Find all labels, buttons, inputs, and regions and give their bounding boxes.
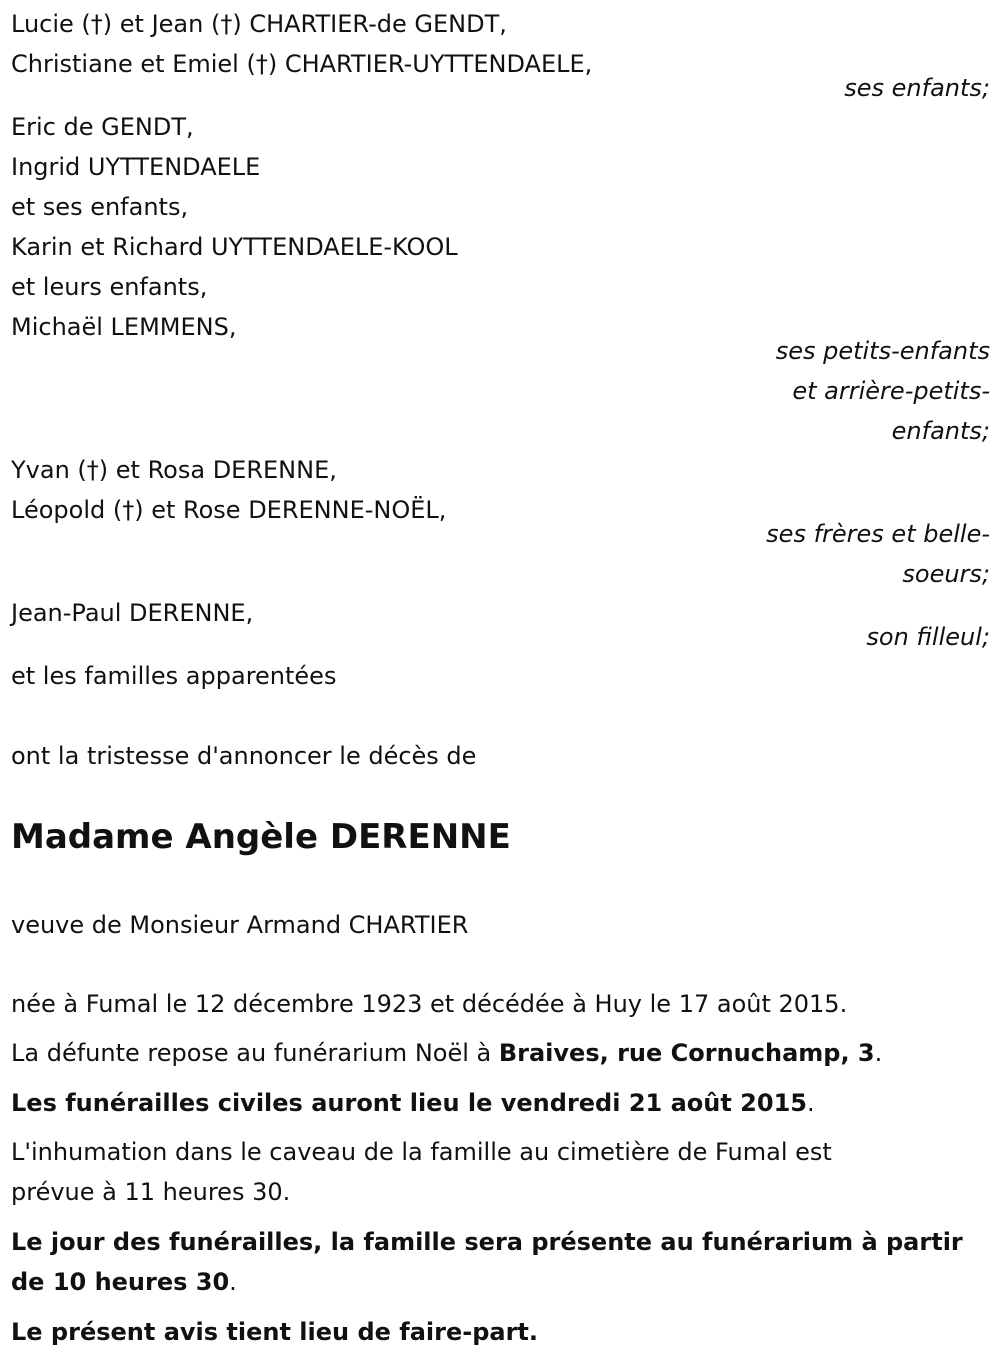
child-line-1: Lucie (†) et Jean (†) CHARTIER-de GENDT, (11, 10, 507, 38)
birth-death-line: née à Fumal le 12 décembre 1923 et décédée à Huy le 17 août 2015. (11, 990, 848, 1018)
notice-line (11, 1312, 538, 1352)
funeral-suffix: . (806, 1089, 815, 1117)
relatives-line: et les familles apparentées (11, 662, 337, 690)
child-line-2: Christiane et Emiel (†) CHARTIER-UYTTENDAELE, (11, 50, 593, 78)
sibling-line-1: Yvan (†) et Rosa DERENNE, (11, 456, 337, 484)
announcement-line: ont la tristesse d'annoncer le décès de (11, 742, 477, 770)
funeral-line (11, 1083, 815, 1123)
funerarium-line (11, 1033, 882, 1073)
funerarium-suffix: . (874, 1039, 883, 1067)
deceased-name: Madame Angèle DERENNE (11, 817, 511, 857)
presence-text-2: de 10 heures 30 (11, 1268, 230, 1296)
widow-of-line: veuve de Monsieur Armand CHARTIER (11, 911, 469, 939)
burial-line-1: L'inhumation dans le caveau de la famille au cimetière de Fumal est (11, 1138, 832, 1166)
sibling-line-2: Léopold (†) et Rose DERENNE-NOËL, (11, 496, 447, 524)
grandchild-line-4: Karin et Richard UYTTENDAELE-KOOL (11, 233, 458, 261)
grandchildren-role-line-3: enfants; (891, 417, 990, 445)
grandchildren-role-line-1: ses petits-enfants (775, 337, 990, 365)
notice-text: Le présent avis tient lieu de faire-part. (11, 1318, 539, 1346)
presence-line-1 (11, 1222, 963, 1262)
burial-line-2: prévue à 11 heures 30. (11, 1178, 291, 1206)
grandchild-line-5: et leurs enfants, (11, 273, 208, 301)
presence-text-1: Le jour des funérailles, la famille sera présente au funérarium à partir (11, 1228, 963, 1256)
siblings-role-line-1: ses frères et belle- (766, 520, 990, 548)
children-role: ses enfants; (844, 74, 990, 102)
grandchild-line-1: Eric de GENDT, (11, 113, 194, 141)
grandchild-line-2: Ingrid UYTTENDAELE (11, 153, 261, 181)
godson-line: Jean-Paul DERENNE, (11, 599, 254, 627)
funerarium-prefix: La défunte repose au funérarium Noël à (11, 1039, 499, 1067)
grandchild-line-6: Michaël LEMMENS, (11, 313, 237, 341)
siblings-role-line-2: soeurs; (902, 560, 990, 588)
presence-suffix: . (229, 1268, 237, 1296)
funeral-text: Les funérailles civiles auront lieu le vendredi 21 août 2015 (11, 1089, 807, 1117)
grandchildren-role-line-2: et arrière-petits- (792, 377, 990, 405)
grandchild-line-3: et ses enfants, (11, 193, 189, 221)
godson-role: son filleul; (866, 623, 990, 651)
presence-line-2 (11, 1262, 237, 1302)
funerarium-address: Braives, rue Cornuchamp, 3 (498, 1039, 875, 1067)
